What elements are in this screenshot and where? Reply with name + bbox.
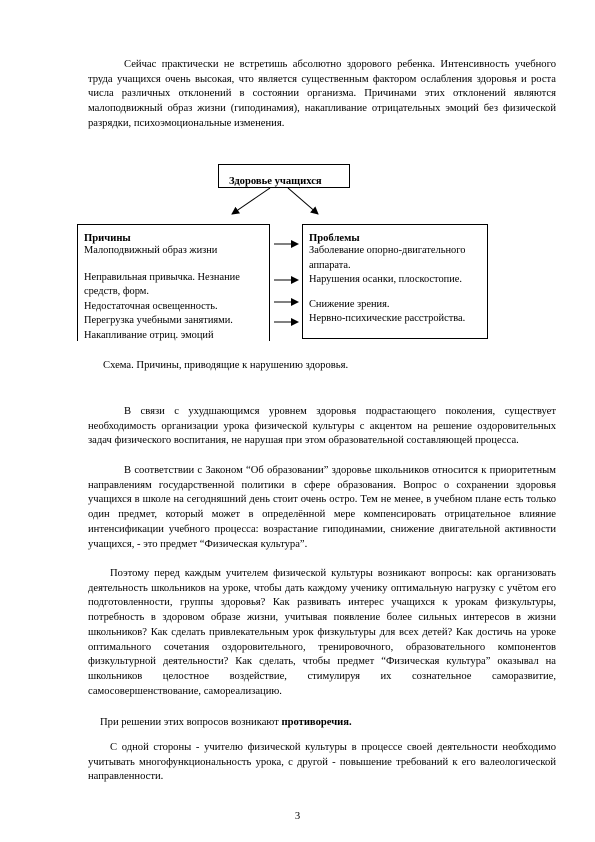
page-number: 3 <box>294 811 301 822</box>
cause-item: средств, форм. <box>84 286 149 298</box>
problem-spacer <box>309 288 487 298</box>
cause-item: Неправильная привычка. Незнание <box>84 271 240 283</box>
problem-item: Нарушения осанки, плоскостопие. <box>309 274 462 286</box>
arrow-to-causes <box>232 188 270 214</box>
health-box-label: Здоровье учащихся <box>229 176 322 187</box>
paragraph-one-side: С одной стороны - учителю физической культуры в процессе своей деятельности необходимо учитывать многофункциональность урока, с другой - повышение требований к его валеологической направленности. <box>88 742 556 783</box>
paragraph-law: В соответствии с Законом “Об образовании” здоровье школьников относится к приоритетным направлениям государственной политики в сфере образования. Вопрос о сохранении здоровья учащихся в школе на сегодняшний день стоит очень остро. Тем не менее, в учебном плане есть только один предмет, который может в определённой мере компенсировать отрицательное влияние интенсификации учебного процесса: возрастание гиподинамии, снижение двигательной активности учащихся, - это предмет “Физическая культура”. <box>88 465 556 550</box>
contradictions-bold: противоречия. <box>281 717 352 728</box>
contradictions-prefix: При решении этих вопросов возникают <box>100 717 282 728</box>
cause-item: Малоподвижный образ жизни <box>84 245 218 256</box>
paragraph-health-level: В связи с ухудшающимся уровнем здоровья подрастающего поколения, существует необходимость организации урока физической культуры с акцентом на решение оздоровительных задач физического воспитания, не нарушая при этом образовательной составляющей процесса. <box>88 406 556 447</box>
problems-title: Проблемы <box>309 233 360 244</box>
causes-title: Причины <box>84 233 131 244</box>
problem-item: аппарата. <box>309 259 351 271</box>
cause-spacer <box>84 259 269 271</box>
problems-box <box>302 224 488 339</box>
problem-item: Нервно-психические расстройства. <box>309 313 466 325</box>
intro-paragraph: Сейчас практически не встретишь абсолютно здорового ребенка. Интенсивность учебного труда учащихся очень высокая, что является существенным фактором ослабления здоровья и роста числа различных отклонений в состоянии организма. Причинами этих отклонений являются малоподвижный образ жизни (гиподинамия), накапливание отрицательных эмоций без физической разрядки, психоэмоциональные изменения. <box>88 59 556 129</box>
paragraph-questions: Поэтому перед каждым учителем физической культуры возникают вопросы: как организовать деятельность школьников на уроке, чтобы дать каждому ученику оптимальную нагрузку с учётом его подготовленности, группы здоровья? Как развивать интерес учащихся к урокам физкультуры, потребность в здоровом образе жизни, учитывая появление более сильных интересов в жизни школьников? Как сделать привлекательным урок физкультуры для всех детей? Как достичь на уроке оптимального сочетания оздоровительного, тренировочного, образовательного компонентов физкультурной деятельности? Как сделать, чтобы предмет “Физическая культура” оказывал на школьников целостное воздействие, стимулируя их сознательное саморазвитие, самосовершенствование, самореализацию. <box>88 568 556 697</box>
cause-item: Накапливание отриц. эмоций <box>84 329 214 341</box>
cause-item: Перегрузка учебными занятиями. <box>84 315 233 327</box>
problem-item: Снижение зрения. <box>309 298 390 310</box>
causes-box <box>77 224 270 341</box>
cause-item: Недостаточная освещенность. <box>84 300 218 312</box>
diagram-caption: Схема. Причины, приводящие к нарушению здоровья. <box>103 360 349 371</box>
arrow-to-problems <box>288 188 318 214</box>
problem-item: Заболевание опорно-двигательного <box>309 245 466 256</box>
contradictions-line <box>100 717 352 728</box>
